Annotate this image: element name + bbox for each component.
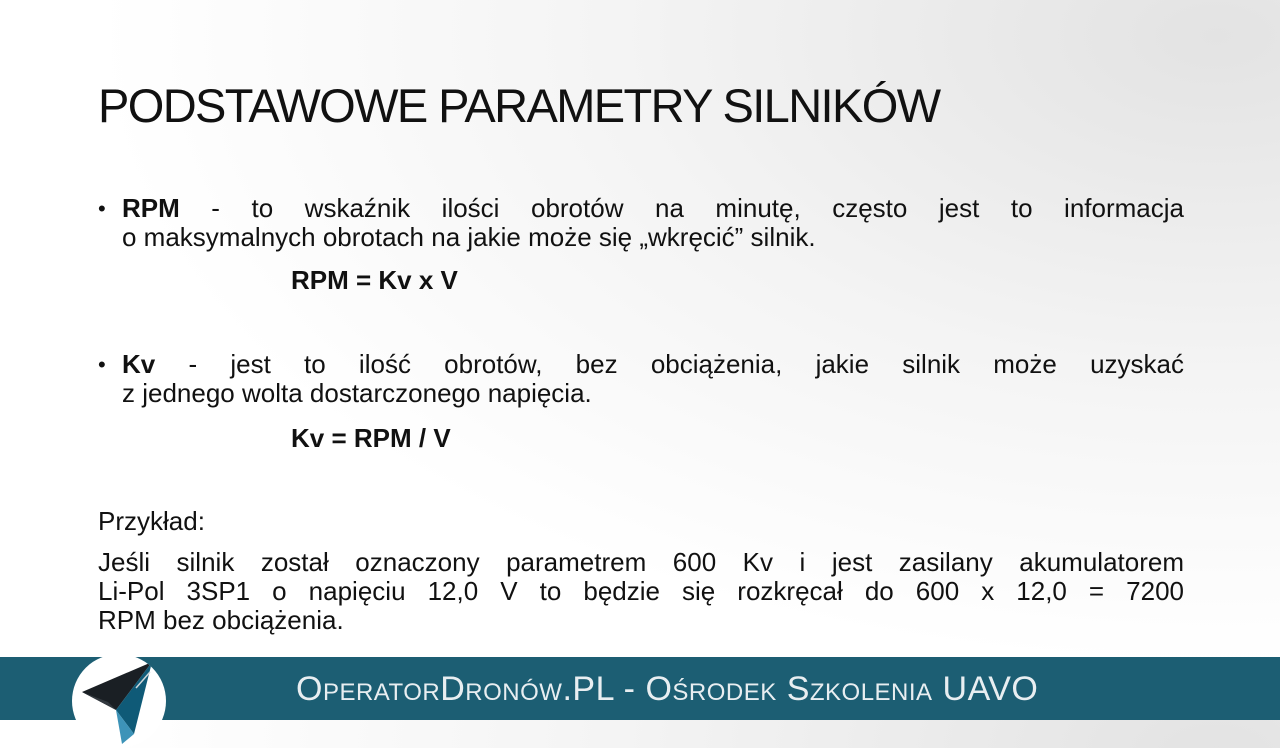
bullet-rpm-text xyxy=(122,194,1184,252)
logo xyxy=(72,654,166,748)
bullet-rpm-line-1 xyxy=(122,194,1184,223)
bullet-icon: • xyxy=(98,352,106,377)
bullet-kv-line-1 xyxy=(122,350,1184,379)
example-label: Przykład: xyxy=(98,506,205,536)
footer-title: OperatorDronów.PL - Ośrodek Szkolenia UAVO xyxy=(296,670,1039,708)
bullet-rpm-line-2: o maksymalnych obrotach na jakie może się „wkręcić” silnik. xyxy=(122,222,816,252)
term-kv: Kv xyxy=(122,349,156,379)
bullet-icon: • xyxy=(98,196,106,221)
example-line-1: Jeśli silnik został oznaczony parametrem 600 Kv i jest zasilany akumulatorem xyxy=(98,547,1184,577)
bullet-rpm-description: - to wskaźnik ilości obrotów na minutę, często jest to informacja xyxy=(179,193,1184,223)
example-line-2: Li-Pol 3SP1 o napięciu 12,0 V to będzie się rozkręcał do 600 x 12,0 = 7200 xyxy=(98,576,1184,606)
example-text xyxy=(98,548,1184,635)
slide-title: PODSTAWOWE PARAMETRY SILNIKÓW xyxy=(98,79,940,132)
bullet-kv-text xyxy=(122,350,1184,408)
bullet-kv-description: - jest to ilość obrotów, bez obciążenia, jakie silnik może uzyskać xyxy=(155,349,1184,379)
bullet-kv-line-2: z jednego wolta dostarczonego napięcia. xyxy=(122,378,592,408)
term-rpm: RPM xyxy=(122,193,180,223)
bullet-kv xyxy=(98,350,1184,408)
paper-plane-drone-icon xyxy=(72,654,166,748)
formula-kv: Kv = RPM / V xyxy=(291,423,451,453)
formula-rpm: RPM = Kv x V xyxy=(291,265,458,295)
example-line-3: RPM bez obciążenia. xyxy=(98,605,344,635)
bullet-rpm xyxy=(98,194,1184,252)
